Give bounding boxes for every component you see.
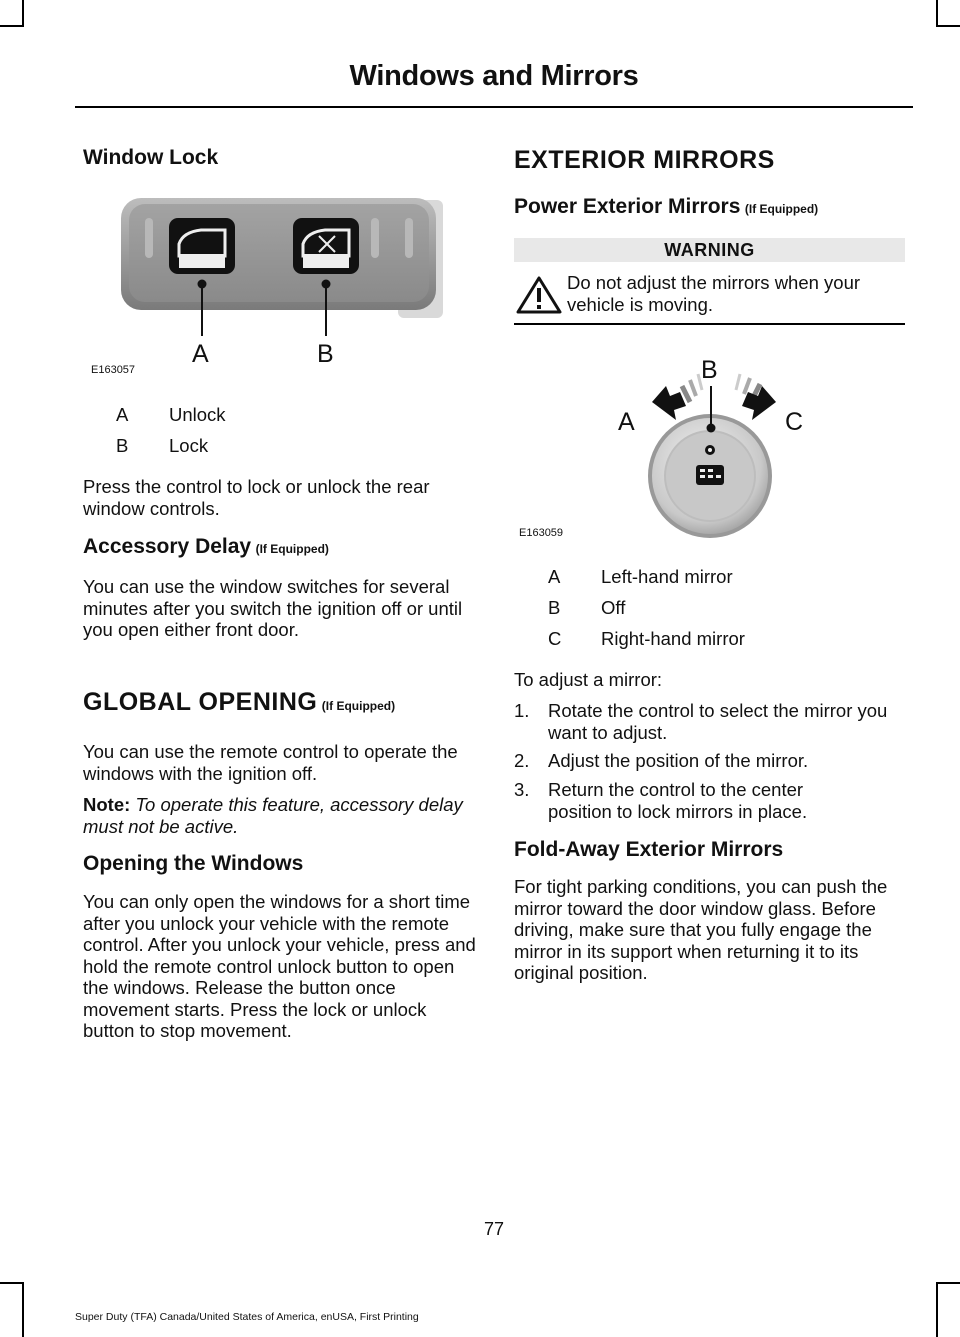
section-title: Windows and Mirrors [349,60,639,92]
fold-away-body: For tight parking conditions, you can push the mirror toward the door window glass. Before driving, make sure that you fully engage the mirror in its support when returning it to its original position. [514,876,888,983]
warning-rule [514,323,905,325]
accessory-delay-body: You can use the window switches for several minutes after you switch the ignition off or until you open either front door. [83,576,463,640]
note [83,794,463,837]
note-text: To operate this feature, accessory delay must not be active. [83,794,463,837]
global-opening-heading [83,688,395,717]
figure-code: E163059 [519,527,564,539]
if-equipped-label: (If Equipped) [744,202,819,216]
header-rule [75,106,913,108]
callout-label-b: B [701,356,718,384]
if-equipped-label: (If Equipped) [321,699,396,713]
legend-key: A [116,404,129,425]
heading-text: Power Exterior Mirrors [514,195,741,218]
crop-mark [936,1282,960,1284]
note-label: Note: [83,794,131,815]
window-lock-heading: Window Lock [83,146,219,169]
crop-mark [0,1282,22,1284]
global-opening-body: You can use the remote control to operate the windows with the ignition off. [83,741,458,784]
fold-away-heading: Fold-Away Exterior Mirrors [514,838,784,861]
publication-footer: Super Duty (TFA) Canada/United States of America, enUSA, First Printing [75,1311,419,1323]
callout-label-b: B [317,340,334,368]
if-equipped-label: (If Equipped) [255,542,329,556]
opening-windows-heading: Opening the Windows [83,852,304,875]
callout-label-a: A [618,408,635,436]
opening-windows-body: You can only open the windows for a short time after you unlock your vehicle with the remote control. After you unlock your vehicle, press and hold the remote control unlock button to open the windows. Release the button once movement starts. Press the lock or unlock button to stop movement. [83,891,476,1041]
step-text: Rotate the control to select the mirror you want to adjust. [548,700,888,743]
callout-label-a: A [192,340,209,368]
crop-mark [22,1282,24,1337]
page-number: 77 [483,1219,505,1239]
legend-key: B [116,435,129,456]
callout-label-c: C [785,408,804,436]
crop-mark [936,0,938,27]
legend-value: Right-hand mirror [601,628,745,649]
window-lock-switch-illustration [83,190,453,380]
accessory-delay-heading [83,535,329,559]
step-text: Return the control to the center position to lock mirrors in place. [548,779,808,822]
figure-code: E163057 [91,364,136,376]
window-lock-figure [83,190,453,380]
legend-value: Lock [169,435,209,456]
step-number: 2. [514,750,530,771]
step-number: 1. [514,700,530,721]
power-mirrors-heading [514,195,818,219]
crop-mark [936,25,960,27]
crop-mark [936,1282,938,1337]
legend-key: B [548,597,561,618]
crop-mark [22,0,24,27]
warning-text: Do not adjust the mirrors when your vehicle is moving. [567,272,861,315]
step-text: Adjust the position of the mirror. [548,750,809,771]
mirror-control-figure [514,350,906,550]
legend-value: Left-hand mirror [601,566,733,587]
heading-text: Accessory Delay [83,535,252,558]
legend-key: C [548,628,562,649]
exterior-mirrors-heading: EXTERIOR MIRRORS [514,146,775,174]
step-number: 3. [514,779,530,800]
adjust-intro: To adjust a mirror: [514,669,663,690]
warning-icon [516,275,562,320]
legend-value: Off [601,597,626,618]
heading-text: GLOBAL OPENING [83,688,318,716]
legend-value: Unlock [169,404,226,425]
window-lock-body: Press the control to lock or unlock the rear window controls. [83,476,430,519]
legend-key: A [548,566,561,587]
crop-mark [0,25,22,27]
warning-title: WARNING [514,238,905,262]
